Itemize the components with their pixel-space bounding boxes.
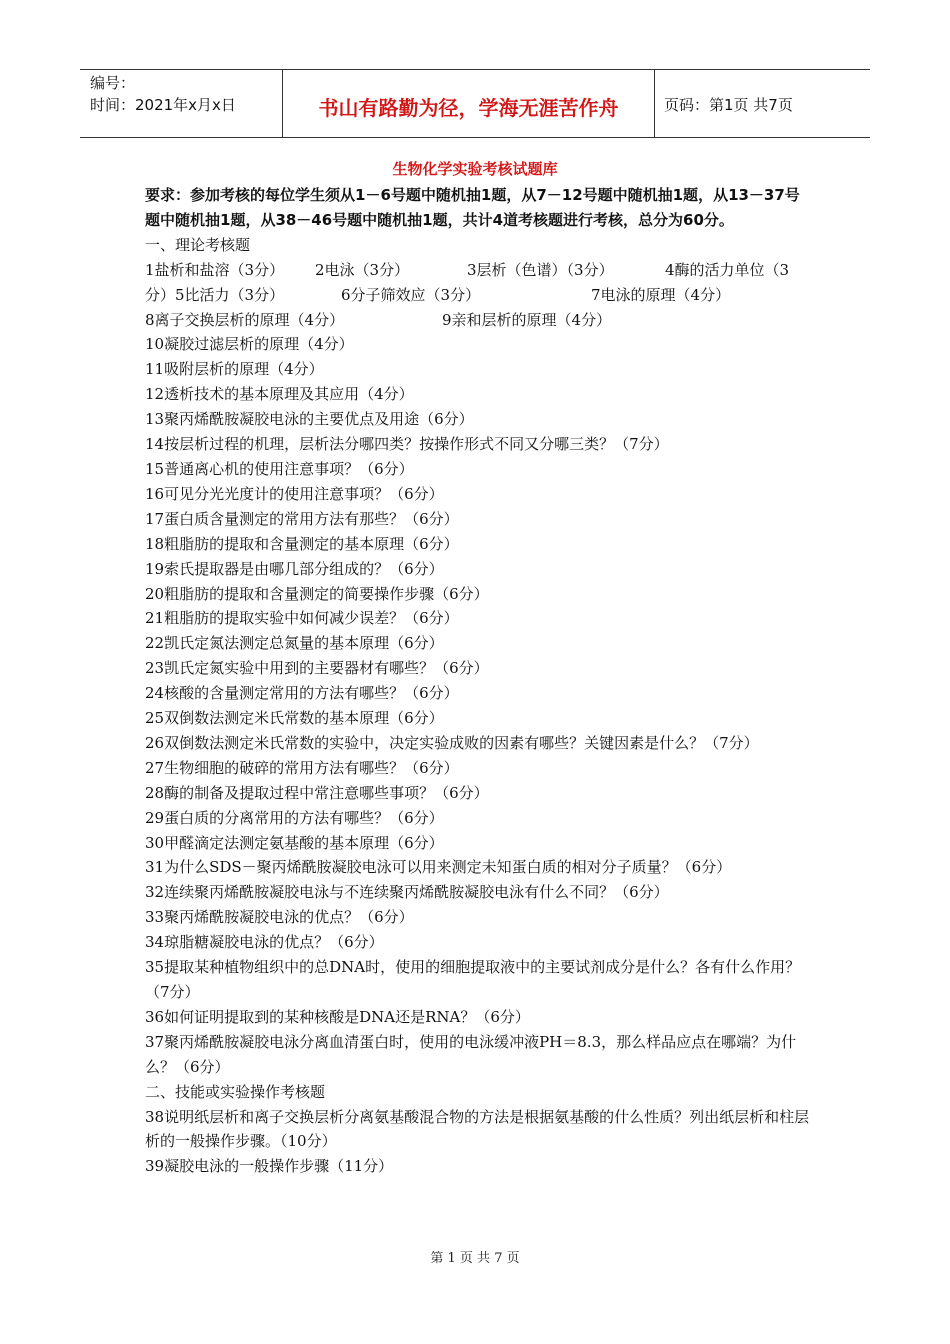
question-item: 4酶的活力单位（3 <box>665 260 790 279</box>
question-item: 分）5比活力（3分） <box>145 285 285 304</box>
question-item: 3层析（色谱）（3分） <box>467 260 614 279</box>
question-item: 1盐析和盐溶（3分） <box>145 260 285 279</box>
question-list-theory <box>145 332 810 1079</box>
question-item: 18粗脂肪的提取和含量测定的基本原理（6分） <box>145 534 459 553</box>
question-item: 9亲和层析的原理（4分） <box>442 310 612 329</box>
question-item: 15普通离心机的使用注意事项？（6分） <box>145 459 414 478</box>
question-item: 33聚丙烯酰胺凝胶电泳的优点？（6分） <box>145 908 414 927</box>
section-heading-theory: 一、理论考核题 <box>145 235 251 254</box>
question-item: 28酶的制备及提取过程中常注意哪些事项？（6分） <box>145 783 489 802</box>
section-heading-skills: 二、技能或实验操作考核题 <box>145 1082 326 1101</box>
header-page-info: 页码：第1页 共7页 <box>664 96 793 114</box>
question-item: 8离子交换层析的原理（4分） <box>145 310 345 329</box>
question-row <box>145 283 810 308</box>
question-row <box>145 308 810 333</box>
question-item: 21粗脂肪的提取实验中如何减少误差？（6分） <box>145 609 459 628</box>
question-item: 24核酸的含量测定常用的方法有哪些？（6分） <box>145 684 459 703</box>
page-footer: 第 1 页 共 7 页 <box>430 1251 520 1266</box>
question-item: 7电泳的原理（4分） <box>591 285 731 304</box>
question-item: 6分子筛效应（3分） <box>341 285 481 304</box>
document-header <box>80 69 870 138</box>
question-list-skills <box>145 1105 810 1180</box>
question-row <box>145 258 810 283</box>
code-label: 编号： <box>90 74 136 92</box>
requirement-text: 要求：参加考核的每位学生须从1－6号题中随机抽1题，从7－12号题中随机抽1题，从13－37号题中随机抽1题，从38－46号题中随机抽1题，共计4道考核题进行考核，总分为60分。 <box>145 186 800 229</box>
question-item: 22凯氏定氮法测定总氮量的基本原理（6分） <box>145 634 444 653</box>
time-label: 时间：2021年x月x日 <box>90 96 236 114</box>
document-body <box>145 183 810 1179</box>
question-item: 38说明纸层析和离子交换层析分离氨基酸混合物的方法是根据氨基酸的什么性质？列出纸层析和柱层析的一般操作步骤。（10分） <box>145 1107 810 1151</box>
document-title: 生物化学实验考核试题库 <box>392 160 558 178</box>
question-item: 10凝胶过滤层析的原理（4分） <box>145 335 354 354</box>
question-item: 39凝胶电泳的一般操作步骤（11分） <box>145 1157 394 1176</box>
question-item: 35提取某种植物组织中的总DNA时，使用的细胞提取液中的主要试剂成分是什么？各有什么作用？（7分） <box>145 958 801 1001</box>
header-divider <box>654 70 655 137</box>
question-item: 31为什么SDS－聚丙烯酰胺凝胶电泳可以用来测定未知蛋白质的相对分子质量？（6分） <box>145 858 732 877</box>
question-item: 27生物细胞的破碎的常用方法有哪些？（6分） <box>145 758 459 777</box>
question-item: 11吸附层析的原理（4分） <box>145 360 324 379</box>
question-item: 29蛋白质的分离常用的方法有哪些？（6分） <box>145 808 444 827</box>
question-item: 14按层析过程的机理，层析法分哪四类？按操作形式不同又分哪三类？（7分） <box>145 435 669 454</box>
question-item: 2电泳（3分） <box>315 260 410 279</box>
header-meta <box>90 72 236 116</box>
question-item: 16可见分光光度计的使用注意事项？（6分） <box>145 484 444 503</box>
question-item: 23凯氏定氮实验中用到的主要器材有哪些？（6分） <box>145 659 489 678</box>
question-item: 32连续聚丙烯酰胺凝胶电泳与不连续聚丙烯酰胺凝胶电泳有什么不同？（6分） <box>145 883 669 902</box>
question-item: 37聚丙烯酰胺凝胶电泳分离血清蛋白时，使用的电泳缓冲液PH＝8.3，那么样品应点在哪端？为什么？（6分） <box>145 1032 797 1076</box>
question-item: 19索氏提取器是由哪几部分组成的？（6分） <box>145 559 444 578</box>
question-item: 13聚丙烯酰胺凝胶电泳的主要优点及用途（6分） <box>145 410 474 429</box>
header-motto: 书山有路勤为径，学海无涯苦作舟 <box>318 96 619 120</box>
question-item: 36如何证明提取到的某种核酸是DNA还是RNA？（6分） <box>145 1007 530 1026</box>
question-item: 30甲醛滴定法测定氨基酸的基本原理（6分） <box>145 833 444 852</box>
question-item: 12透析技术的基本原理及其应用（4分） <box>145 385 414 404</box>
question-item: 25双倒数法测定米氏常数的基本原理（6分） <box>145 709 444 728</box>
question-item: 20粗脂肪的提取和含量测定的简要操作步骤（6分） <box>145 584 489 603</box>
question-item: 34琼脂糖凝胶电泳的优点？（6分） <box>145 933 384 952</box>
question-item: 26双倒数法测定米氏常数的实验中，决定实验成败的因素有哪些？关键因素是什么？（7分） <box>145 733 759 752</box>
question-item: 17蛋白质含量测定的常用方法有那些？（6分） <box>145 509 459 528</box>
